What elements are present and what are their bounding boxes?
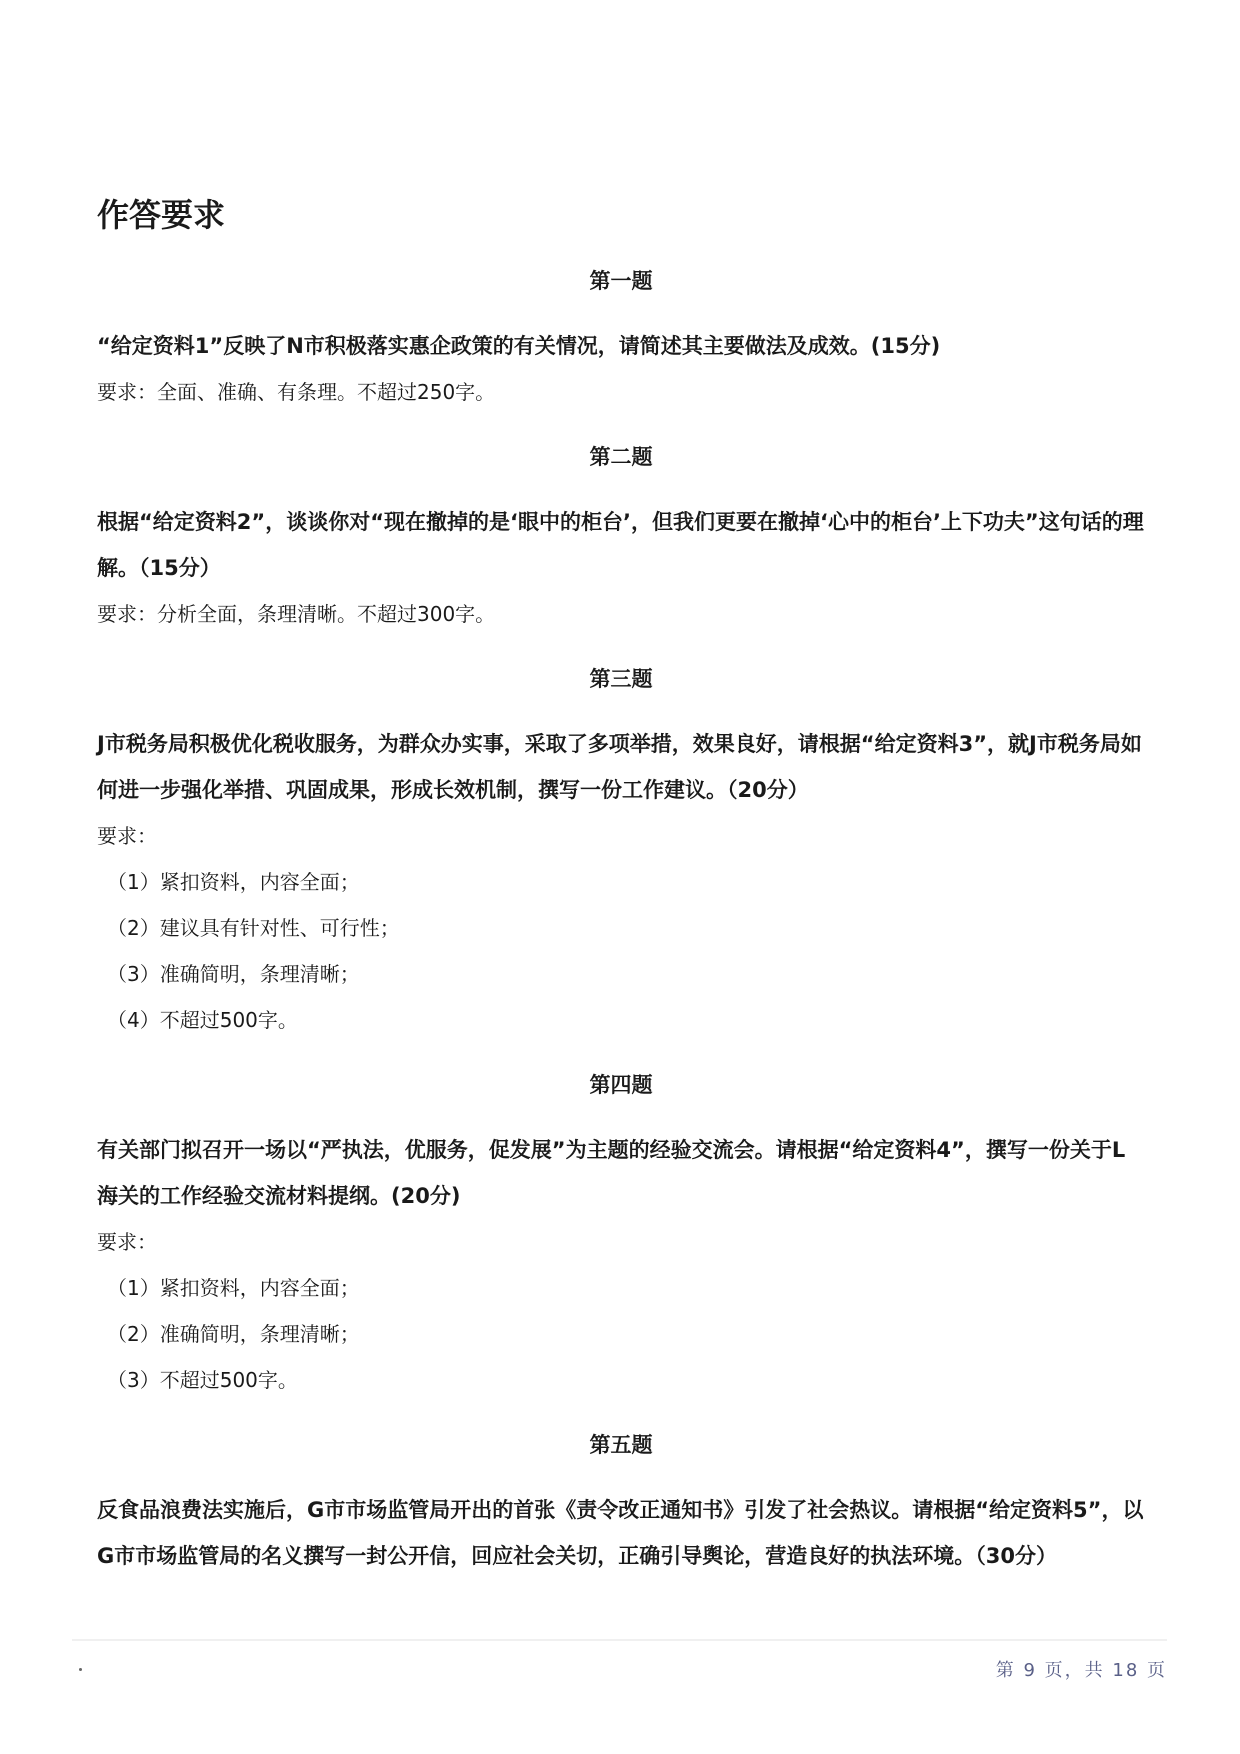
question-requirement: 要求： <box>97 1230 157 1254</box>
requirement-item: （3）准确简明，条理清晰； <box>107 962 360 986</box>
requirement-item: （1）紧扣资料，内容全面； <box>107 1276 360 1300</box>
requirement-item: （2）准确简明，条理清晰； <box>107 1322 360 1346</box>
question-2 <box>97 434 1145 637</box>
requirement-item: （3）不超过500字。 <box>107 1368 298 1392</box>
requirement-item: （2）建议具有针对性、可行性； <box>107 916 400 940</box>
question-prompt: 有关部门拟召开一场以“严执法，优服务，促发展”为主题的经验交流会。请根据“给定资料4”，撰写一份关于L海关的工作经验交流材料提纲。(20分) <box>97 1138 1126 1208</box>
question-heading: 第四题 <box>589 1073 653 1097</box>
question-requirement: 要求：分析全面，条理清晰。不超过300字。 <box>97 602 496 626</box>
question-heading: 第五题 <box>589 1433 653 1457</box>
question-5 <box>97 1422 1145 1579</box>
question-heading: 第一题 <box>589 269 653 293</box>
page-indicator: 第 9 页，共 18 页 <box>995 1660 1167 1681</box>
question-requirement: 要求：全面、准确、有条理。不超过250字。 <box>97 380 496 404</box>
question-prompt: “给定资料1”反映了N市积极落实惠企政策的有关情况，请简述其主要做法及成效。(15分) <box>97 334 941 358</box>
question-3 <box>97 656 1145 1043</box>
footer-dot <box>79 1668 82 1671</box>
question-requirement: 要求： <box>97 824 157 848</box>
question-prompt: 反食品浪费法实施后，G市市场监管局开出的首张《责令改正通知书》引发了社会热议。请根据“给定资料5”，以G市市场监管局的名义撰写一封公开信，回应社会关切，正确引导舆论，营造良好的执法环境。（30分） <box>97 1498 1144 1568</box>
requirement-item: （1）紧扣资料，内容全面； <box>107 870 360 894</box>
question-1 <box>97 258 1145 415</box>
question-4 <box>97 1062 1145 1403</box>
question-heading: 第二题 <box>589 445 653 469</box>
requirement-item: （4）不超过500字。 <box>107 1008 298 1032</box>
question-prompt: J市税务局积极优化税收服务，为群众办实事，采取了多项举措，效果良好，请根据“给定资料3”，就J市税务局如何进一步强化举措、巩固成果，形成长效机制，撰写一份工作建议。（20分） <box>97 732 1142 802</box>
page-title: 作答要求 <box>97 196 226 234</box>
question-heading: 第三题 <box>589 667 653 691</box>
footer-divider <box>72 1639 1167 1641</box>
questions-list <box>97 258 1145 1598</box>
question-prompt: 根据“给定资料2”，谈谈你对“现在撤掉的是‘眼中的柜台’，但我们更要在撤掉‘心中的柜台’上下功夫”这句话的理解。（15分） <box>97 510 1144 580</box>
